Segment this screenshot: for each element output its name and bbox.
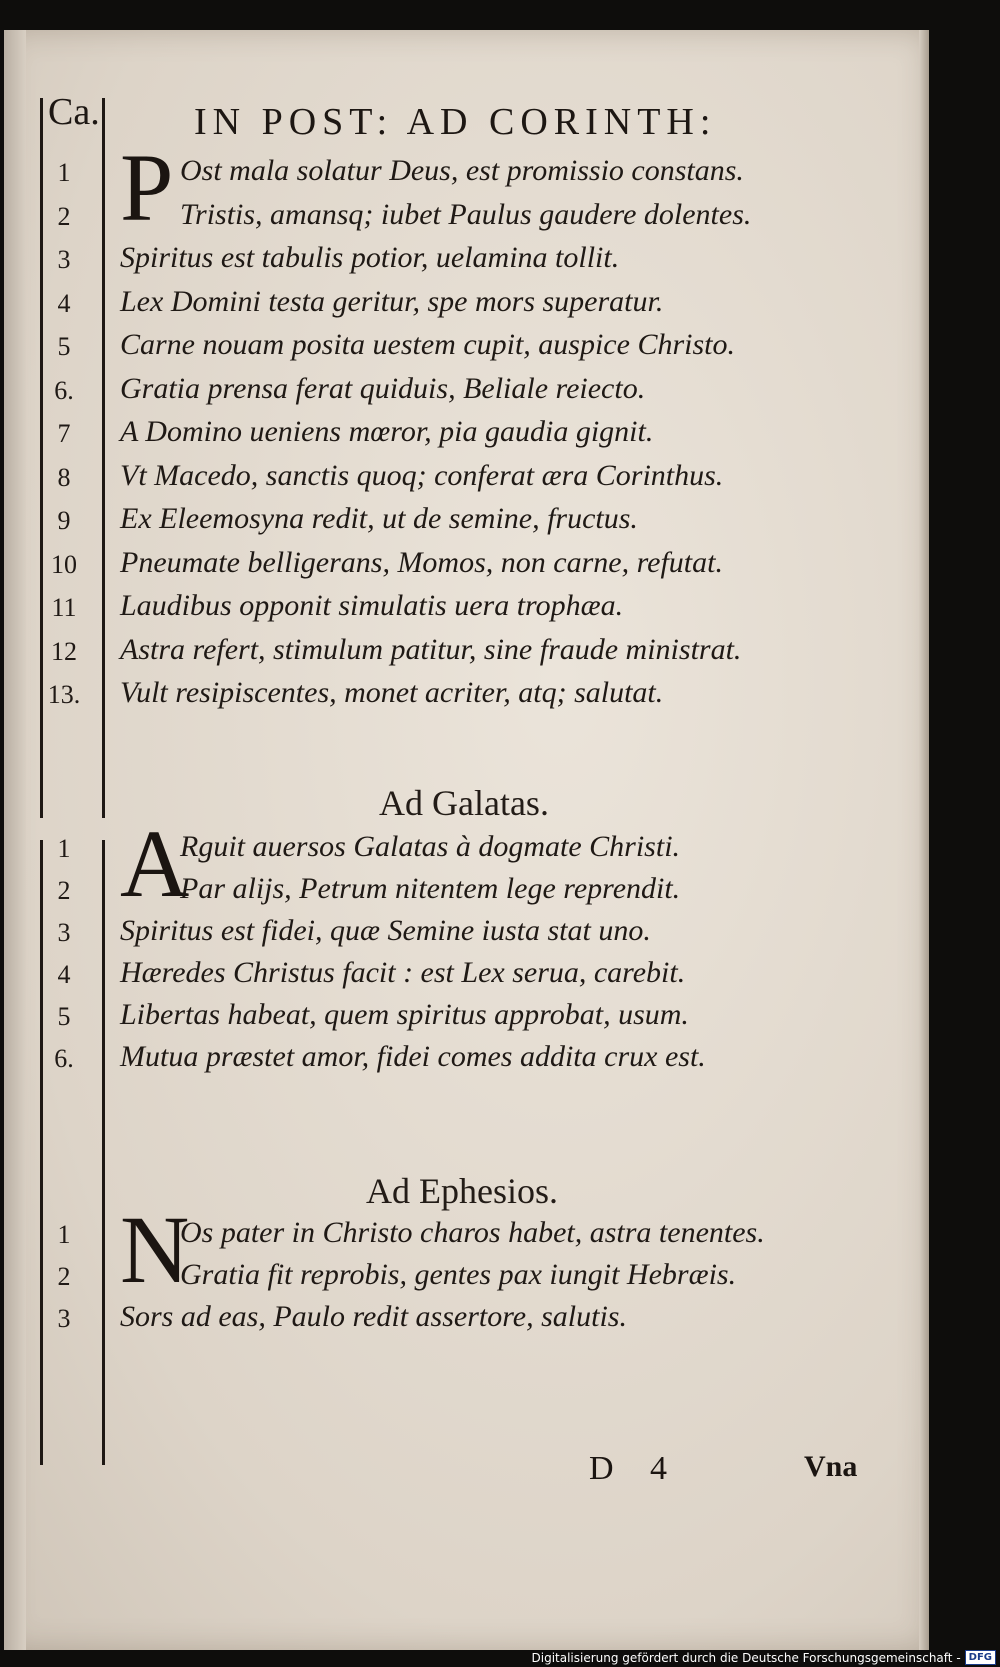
section3-dropcap: N [120,1196,190,1303]
verse-line: Gratia fit reprobis, gentes pax iungit Hebræis. [180,1258,737,1291]
line-number: 2 [57,1262,71,1291]
verse-line: Ost mala solatur Deus, est promissio constans. [180,154,744,187]
section2-dropcap: A [120,810,190,917]
digitization-footer [532,1650,997,1665]
verse-line: Spiritus est tabulis potior, uelamina tollit. [120,241,620,274]
line-number: 6. [54,1044,74,1073]
left-margin-rule-1 [40,98,43,818]
verse-line: Rguit auersos Galatas à dogmate Christi. [180,830,681,863]
line-number: 11 [51,593,77,622]
line-number: 1 [57,1220,71,1249]
verse-line: Libertas habeat, quem spiritus approbat, usum. [120,998,689,1031]
verse-line: Tristis, amansq; iubet Paulus gaudere dolentes. [180,197,752,231]
verse-line: Laudibus opponit simulatis uera trophæa. [120,589,624,622]
verse-line: Ex Eleemosyna redit, ut de semine, fructus. [120,502,638,535]
section-title-ephesios: Ad Ephesios. [366,1171,558,1211]
line-number: 12 [51,636,77,666]
line-number: 5 [57,1002,71,1031]
line-number: 1 [57,158,71,187]
catchword: Vna [804,1450,858,1483]
verse-line: Pneumate belligerans, Momos, non carne, refutat. [120,545,723,579]
line-number: 4 [57,960,71,989]
line-number: 7 [57,419,71,448]
book-page [4,30,929,1650]
verse-line: A Domino ueniens mœror, pia gaudia gignit. [120,415,654,448]
line-number: 4 [57,288,71,318]
line-number: 6. [54,375,74,405]
line-number: 3 [57,245,71,274]
text-rule-2 [102,840,105,1465]
verse-line: Carne nouam posita uestem cupit, auspice Christo. [120,328,735,361]
verse-line: Mutua præstet amor, fidei comes addita crux est. [120,1040,706,1073]
verse-line: Vult resipiscentes, monet acriter, atq; salutat. [120,676,664,709]
verse-line: Os pater in Christo charos habet, astra tenentes. [180,1216,765,1249]
left-margin-rule-2 [40,840,43,1465]
verse-line: Vt Macedo, sanctis quoq; conferat æra Corinthus. [120,458,724,492]
signature-mark: D 4 [589,1450,682,1487]
verse-line: Lex Domini testa geritur, spe mors superatur. [120,284,664,318]
verse-line: Par alijs, Petrum nitentem lege reprendit. [180,872,681,905]
chapter-column-label: Ca. [48,91,100,133]
dfg-logo-icon: DFG [965,1650,996,1665]
line-number: 3 [57,918,71,947]
verse-line: Spiritus est fidei, quæ Semine iusta stat uno. [120,914,651,947]
line-number: 2 [57,876,71,905]
section1-dropcap: P [120,134,174,241]
line-number: 13. [47,680,81,709]
line-number: 1 [57,834,71,863]
running-head: IN POST: AD CORINTH: [194,101,717,143]
line-number: 9 [57,506,71,535]
page-edge [919,30,929,1650]
verse-line: Astra refert, stimulum patitur, sine fraude ministrat. [120,632,742,666]
verse-line: Gratia prensa ferat quiduis, Beliale reiecto. [120,371,646,405]
line-number: 8 [57,462,71,492]
text-rule-1 [102,98,105,818]
line-number: 3 [57,1304,71,1333]
verse-line: Sors ad eas, Paulo redit assertore, salutis. [120,1300,627,1333]
section-title-galatas: Ad Galatas. [379,783,549,823]
page-spine-shadow [4,30,26,1650]
line-number: 5 [57,332,71,361]
line-number: 10 [51,549,77,579]
line-number: 2 [57,201,71,231]
verse-line: Hæredes Christus facit : est Lex serua, carebit. [120,956,686,989]
footer-text: Digitalisierung gefördert durch die Deutsche Forschungsgemeinschaft - [531,1650,961,1665]
